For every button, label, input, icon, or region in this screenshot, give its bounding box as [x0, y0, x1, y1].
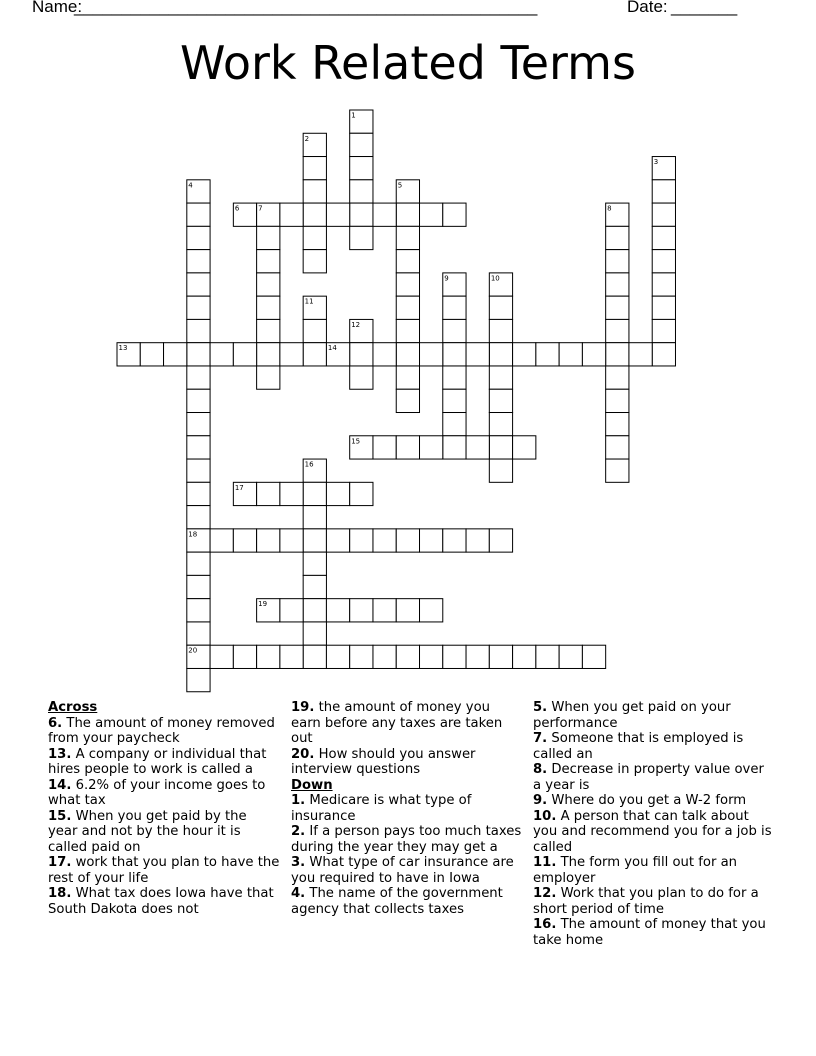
crossword-cell[interactable] — [606, 296, 629, 319]
crossword-cell[interactable] — [187, 366, 210, 389]
crossword-cell[interactable] — [257, 250, 280, 273]
clue-number: 3. — [291, 855, 306, 870]
crossword-cell[interactable] — [303, 226, 326, 249]
crossword-cell[interactable] — [350, 645, 373, 668]
cell-number: 19 — [258, 600, 268, 609]
crossword-cell[interactable] — [303, 319, 326, 342]
crossword-cell[interactable] — [606, 226, 629, 249]
crossword-cell[interactable] — [257, 599, 280, 622]
crossword-cell[interactable] — [257, 226, 280, 249]
crossword-cell[interactable] — [326, 645, 349, 668]
crossword-cell[interactable] — [233, 343, 256, 366]
crossword-cell[interactable] — [233, 203, 256, 226]
clue-number: 12. — [533, 886, 557, 901]
crossword-cell[interactable] — [257, 273, 280, 296]
crossword-cell[interactable] — [187, 319, 210, 342]
crossword-cell[interactable] — [303, 506, 326, 529]
crossword-cell[interactable] — [373, 343, 396, 366]
crossword-cell[interactable] — [606, 203, 629, 226]
clue-number: 7. — [533, 731, 548, 746]
crossword-cell[interactable] — [303, 180, 326, 203]
crossword-cell[interactable] — [350, 529, 373, 552]
clue-across — [48, 809, 280, 856]
crossword-cell[interactable] — [652, 157, 675, 180]
clue-text: When you get paid by the year and not by the hour it is called paid on — [48, 808, 247, 855]
crossword-cell[interactable] — [443, 389, 466, 412]
crossword-cell[interactable] — [489, 436, 512, 459]
clue-number: 18. — [48, 886, 72, 901]
crossword-cell[interactable] — [187, 343, 210, 366]
clue-text: A person that can talk about you and recommend you for a job is called — [533, 808, 772, 855]
clue-text: A company or individual that hires people to work is called a — [48, 746, 267, 777]
crossword-cell[interactable] — [606, 459, 629, 482]
clue-across — [291, 747, 523, 778]
clue-down — [533, 917, 773, 948]
crossword-cell[interactable] — [187, 645, 210, 668]
cell-number: 18 — [188, 530, 198, 539]
crossword-cell[interactable] — [443, 319, 466, 342]
clue-number: 4. — [291, 886, 306, 901]
crossword-cell[interactable] — [443, 413, 466, 436]
crossword-cell[interactable] — [489, 343, 512, 366]
clue-across — [48, 855, 280, 886]
clue-text: Medicare is what type of insurance — [291, 793, 472, 824]
clue-down — [533, 762, 773, 793]
clue-down — [533, 793, 773, 809]
crossword-cell[interactable] — [536, 645, 559, 668]
crossword-cell[interactable] — [117, 343, 140, 366]
crossword-cell[interactable] — [443, 203, 466, 226]
crossword-cell[interactable] — [303, 575, 326, 598]
crossword-cell[interactable] — [350, 599, 373, 622]
crossword-cell[interactable] — [466, 436, 489, 459]
crossword-cell[interactable] — [443, 645, 466, 668]
crossword-cell[interactable] — [350, 157, 373, 180]
crossword-cell[interactable] — [187, 250, 210, 273]
clue-number: 19. — [291, 700, 315, 715]
cell-number: 3 — [653, 158, 659, 167]
crossword-cell[interactable] — [396, 599, 419, 622]
clue-down — [291, 886, 523, 917]
cell-number: 2 — [304, 134, 310, 143]
crossword-cell[interactable] — [582, 645, 605, 668]
crossword-cell[interactable] — [513, 645, 536, 668]
clue-column-1 — [48, 700, 280, 917]
crossword-cell[interactable] — [396, 529, 419, 552]
cell-number: 14 — [327, 344, 337, 353]
crossword-cell[interactable] — [489, 319, 512, 342]
crossword-cell[interactable] — [280, 529, 303, 552]
crossword-cell[interactable] — [606, 436, 629, 459]
crossword-cell[interactable] — [489, 529, 512, 552]
date-label: Date: — [627, 0, 668, 16]
crossword-cell[interactable] — [233, 482, 256, 505]
crossword-cell[interactable] — [187, 599, 210, 622]
crossword-cell[interactable] — [582, 343, 605, 366]
crossword-cell[interactable] — [420, 203, 443, 226]
clue-text: Work that you plan to do for a short period of time — [533, 886, 759, 917]
crossword-cell[interactable] — [187, 413, 210, 436]
crossword-cell[interactable] — [187, 180, 210, 203]
crossword-cell[interactable] — [396, 343, 419, 366]
crossword-cell[interactable] — [303, 296, 326, 319]
crossword-cell[interactable] — [303, 459, 326, 482]
crossword-cell[interactable] — [210, 645, 233, 668]
crossword-cell[interactable] — [303, 343, 326, 366]
cell-number: 4 — [188, 181, 193, 190]
crossword-cell[interactable] — [396, 645, 419, 668]
crossword-cell[interactable] — [187, 506, 210, 529]
clue-text: The amount of money that you take home — [533, 917, 766, 948]
crossword-cell[interactable] — [326, 203, 349, 226]
crossword-cell[interactable] — [350, 226, 373, 249]
cell-number: 8 — [607, 204, 612, 213]
crossword-cell[interactable] — [187, 482, 210, 505]
cell-number: 7 — [258, 204, 263, 213]
crossword-cell[interactable] — [652, 180, 675, 203]
crossword-cell[interactable] — [187, 389, 210, 412]
crossword-cell[interactable] — [350, 133, 373, 156]
crossword-cell[interactable] — [373, 436, 396, 459]
crossword-cell[interactable] — [489, 389, 512, 412]
crossword-cell[interactable] — [606, 343, 629, 366]
cell-number: 10 — [490, 274, 500, 283]
clue-number: 2. — [291, 824, 306, 839]
clue-number: 20. — [291, 746, 315, 762]
crossword-cell[interactable] — [350, 482, 373, 505]
clue-down — [533, 700, 773, 731]
date-field[interactable]: _______ — [671, 0, 738, 16]
clue-across — [48, 716, 280, 747]
crossword-cell[interactable] — [396, 203, 419, 226]
crossword-cell[interactable] — [303, 552, 326, 575]
crossword-cell[interactable] — [257, 366, 280, 389]
clue-number: 15. — [48, 808, 72, 824]
crossword-cell[interactable] — [513, 436, 536, 459]
clue-text: Where do you get a W-2 form — [551, 793, 747, 808]
clue-number: 8. — [533, 762, 548, 777]
cell-number: 12 — [351, 320, 361, 329]
clue-down — [291, 824, 523, 855]
crossword-cell[interactable] — [420, 645, 443, 668]
clue-column-2 — [291, 700, 523, 917]
clue-text: Decrease in property value over a year is — [533, 762, 764, 793]
crossword-cell[interactable] — [187, 273, 210, 296]
cell-number: 5 — [397, 181, 403, 190]
crossword-cell[interactable] — [559, 645, 582, 668]
crossword-cell[interactable] — [396, 273, 419, 296]
crossword-cell[interactable] — [233, 529, 256, 552]
clue-down — [533, 731, 773, 762]
crossword-cell[interactable] — [303, 133, 326, 156]
crossword-cell[interactable] — [187, 622, 210, 645]
crossword-cell[interactable] — [606, 366, 629, 389]
crossword-cell[interactable] — [257, 529, 280, 552]
clue-text: The amount of money removed from your paycheck — [48, 715, 275, 746]
crossword-cell[interactable] — [466, 529, 489, 552]
crossword-cell[interactable] — [606, 273, 629, 296]
clue-down — [291, 793, 523, 824]
crossword-cell[interactable] — [373, 529, 396, 552]
crossword-cell[interactable] — [443, 273, 466, 296]
crossword-cell[interactable] — [652, 273, 675, 296]
clue-number: 17. — [48, 855, 72, 870]
header-line — [0, 0, 816, 21]
crossword-cell[interactable] — [443, 436, 466, 459]
crossword-cell[interactable] — [652, 226, 675, 249]
clue-text: If a person pays too much taxes during the year they may get a — [291, 824, 522, 855]
clue-down — [533, 855, 773, 886]
clue-number: 13. — [48, 746, 72, 762]
crossword-cell[interactable] — [396, 366, 419, 389]
crossword-cell[interactable] — [280, 482, 303, 505]
crossword-cell[interactable] — [443, 366, 466, 389]
clue-down — [291, 855, 523, 886]
crossword-cell[interactable] — [559, 343, 582, 366]
crossword-cell[interactable] — [652, 343, 675, 366]
crossword-cell[interactable] — [164, 343, 187, 366]
clue-across — [48, 778, 280, 809]
crossword-cell[interactable] — [350, 366, 373, 389]
cell-number: 20 — [188, 646, 198, 655]
crossword-cell[interactable] — [350, 436, 373, 459]
crossword-cell[interactable] — [303, 250, 326, 273]
crossword-cell[interactable] — [466, 343, 489, 366]
crossword-cell[interactable] — [257, 343, 280, 366]
crossword-cell[interactable] — [303, 622, 326, 645]
clue-text: Someone that is employed is called an — [533, 731, 744, 762]
across-heading: Across — [48, 700, 98, 715]
crossword-cell[interactable] — [396, 296, 419, 319]
crossword-cell[interactable] — [257, 319, 280, 342]
crossword-cell[interactable] — [187, 203, 210, 226]
clue-text: 6.2% of your income goes to what tax — [48, 777, 266, 808]
crossword-cell[interactable] — [303, 203, 326, 226]
crossword-cell[interactable] — [420, 343, 443, 366]
crossword-cell[interactable] — [233, 645, 256, 668]
clue-text: How should you answer interview questions — [291, 746, 476, 777]
crossword-cell[interactable] — [187, 436, 210, 459]
page-title: Work Related Terms — [180, 36, 636, 90]
crossword-cell[interactable] — [396, 389, 419, 412]
clue-text: The name of the government agency that collects taxes — [291, 886, 503, 917]
crossword-cell[interactable] — [187, 668, 210, 691]
crossword-cell[interactable] — [396, 319, 419, 342]
crossword-cell[interactable] — [420, 436, 443, 459]
crossword-cell[interactable] — [466, 645, 489, 668]
crossword-cell[interactable] — [257, 203, 280, 226]
crossword-cell[interactable] — [210, 529, 233, 552]
crossword-cell[interactable] — [187, 226, 210, 249]
crossword-cell[interactable] — [257, 296, 280, 319]
crossword-cell[interactable] — [187, 575, 210, 598]
crossword-cell[interactable] — [280, 203, 303, 226]
crossword-cell[interactable] — [257, 645, 280, 668]
crossword-cell[interactable] — [489, 366, 512, 389]
crossword-cell[interactable] — [350, 180, 373, 203]
clue-text: What type of car insurance are you required to have in Iowa — [291, 855, 514, 886]
crossword-cell[interactable] — [443, 296, 466, 319]
crossword-cell[interactable] — [350, 319, 373, 342]
crossword-cell[interactable] — [373, 203, 396, 226]
crossword-cell[interactable] — [652, 319, 675, 342]
cell-number: 17 — [234, 483, 244, 492]
crossword-cell[interactable] — [489, 273, 512, 296]
clue-number: 9. — [533, 793, 548, 808]
crossword-cell[interactable] — [257, 482, 280, 505]
crossword-cell[interactable] — [373, 645, 396, 668]
crossword-cell[interactable] — [420, 529, 443, 552]
crossword-cell[interactable] — [489, 459, 512, 482]
crossword-cell[interactable] — [280, 599, 303, 622]
crossword-cell[interactable] — [536, 343, 559, 366]
crossword-cell[interactable] — [606, 250, 629, 273]
clue-number: 5. — [533, 700, 548, 715]
clue-text: What tax does Iowa have that South Dakota does not — [48, 886, 274, 917]
crossword-cell[interactable] — [303, 599, 326, 622]
crossword-cell[interactable] — [652, 296, 675, 319]
clue-across — [48, 747, 280, 778]
clue-number: 1. — [291, 793, 306, 808]
crossword-cell[interactable] — [443, 529, 466, 552]
crossword-cell[interactable] — [396, 226, 419, 249]
crossword-cell[interactable] — [303, 482, 326, 505]
crossword-cell[interactable] — [303, 645, 326, 668]
crossword-cell[interactable] — [140, 343, 163, 366]
clue-down — [533, 809, 773, 856]
clue-number: 16. — [533, 917, 557, 932]
clue-number: 14. — [48, 777, 72, 793]
clue-text: work that you plan to have the rest of your life — [48, 855, 280, 886]
clue-number: 11. — [533, 855, 557, 870]
crossword-cell[interactable] — [350, 203, 373, 226]
crossword-cell[interactable] — [396, 180, 419, 203]
cell-number: 1 — [351, 111, 356, 120]
clue-down — [533, 886, 773, 917]
crossword-cell[interactable] — [513, 343, 536, 366]
crossword-cell[interactable] — [326, 482, 349, 505]
name-label: Name: — [32, 0, 83, 16]
crossword-cell[interactable] — [326, 599, 349, 622]
clue-across — [48, 886, 280, 917]
crossword-cell[interactable] — [187, 529, 210, 552]
clue-text: The form you fill out for an employer — [533, 855, 738, 886]
cell-number: 15 — [351, 437, 361, 446]
crossword-cell[interactable] — [396, 250, 419, 273]
cell-number: 11 — [304, 297, 314, 306]
crossword-cell[interactable] — [326, 529, 349, 552]
crossword-cell[interactable] — [373, 599, 396, 622]
crossword-cell[interactable] — [187, 459, 210, 482]
clue-column-3 — [533, 700, 773, 948]
crossword-cell[interactable] — [326, 343, 349, 366]
crossword-cell[interactable] — [443, 343, 466, 366]
crossword-cell[interactable] — [652, 203, 675, 226]
name-field[interactable]: _________________________________________________ — [74, 0, 538, 16]
cell-number: 13 — [118, 344, 128, 353]
clue-number: 6. — [48, 715, 63, 731]
clue-number: 10. — [533, 808, 557, 824]
crossword-cell[interactable] — [606, 319, 629, 342]
crossword-cell[interactable] — [303, 157, 326, 180]
down-heading: Down — [291, 777, 333, 793]
crossword-cell[interactable] — [187, 552, 210, 575]
crossword-cell[interactable] — [280, 343, 303, 366]
crossword-cell[interactable] — [606, 389, 629, 412]
crossword-cell[interactable] — [350, 110, 373, 133]
crossword-cell[interactable] — [350, 343, 373, 366]
crossword-cell[interactable] — [280, 645, 303, 668]
crossword-cell[interactable] — [606, 413, 629, 436]
clue-text: When you get paid on your performance — [533, 700, 731, 731]
crossword-cell[interactable] — [652, 250, 675, 273]
crossword-cell[interactable] — [210, 343, 233, 366]
cell-number: 9 — [444, 274, 449, 283]
cell-number: 16 — [304, 460, 314, 469]
clue-across — [291, 700, 523, 747]
crossword-cell[interactable] — [187, 296, 210, 319]
crossword-cell[interactable] — [303, 529, 326, 552]
crossword-cell[interactable] — [489, 645, 512, 668]
crossword-cell[interactable] — [420, 599, 443, 622]
crossword-cell[interactable] — [396, 436, 419, 459]
crossword-cell[interactable] — [489, 296, 512, 319]
crossword-cell[interactable] — [489, 413, 512, 436]
crossword-cell[interactable] — [629, 343, 652, 366]
cell-number: 6 — [234, 204, 240, 213]
clue-text: the amount of money you earn before any taxes are taken out — [291, 700, 503, 746]
